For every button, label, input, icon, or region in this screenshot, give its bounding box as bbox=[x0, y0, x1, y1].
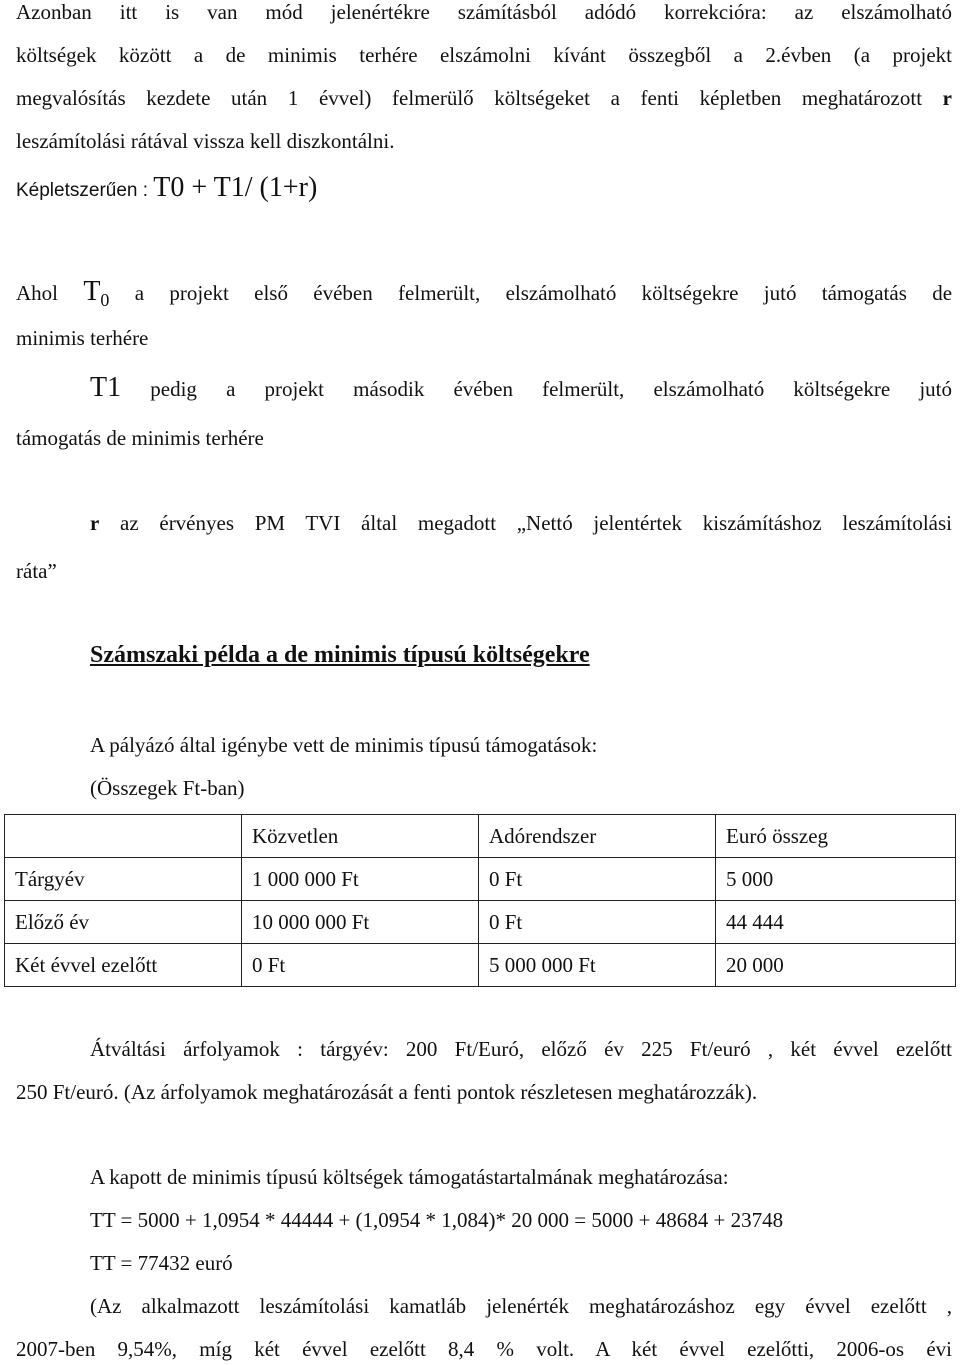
table-cell: Előző év bbox=[5, 901, 242, 944]
support-table bbox=[4, 814, 956, 987]
formula-label: Képletszerűen : bbox=[16, 180, 149, 201]
table-header-cell: Közvetlen bbox=[242, 815, 479, 858]
table-header-cell: Euró összeg bbox=[716, 815, 956, 858]
r-symbol: r bbox=[942, 86, 952, 110]
table-cell: 5 000 bbox=[716, 858, 956, 901]
calculation-note-1: (Az alkalmazott leszámítolási kamatláb jelenérték meghatározáshoz egy évvel ezelőtt , bbox=[90, 1294, 952, 1318]
ahol-label: Ahol bbox=[16, 281, 58, 305]
formula-line bbox=[16, 174, 317, 202]
table-intro: A pályázó által igénybe vett de minimis típusú támogatások: bbox=[90, 733, 598, 757]
table-unit: (Összegek Ft-ban) bbox=[90, 776, 245, 800]
definition-t1-cont: támogatás de minimis terhére bbox=[16, 426, 264, 450]
formula-expression: T0 + T1/ (1+r) bbox=[153, 172, 318, 203]
calculation-note-2: 2007-ben 9,54%, míg két évvel ezelőtt 8,4 % volt. A két évvel ezelőtti, 2006-os évi bbox=[16, 1337, 952, 1361]
intro-line-3 bbox=[16, 88, 952, 109]
rates-line-1: Átváltási árfolyamok : tárgyév: 200 Ft/Euró, előző év 225 Ft/euró , két évvel ezelőtt bbox=[90, 1037, 952, 1061]
definition-t0 bbox=[16, 276, 953, 310]
table-cell: 0 Ft bbox=[479, 858, 716, 901]
calculation-eq-1: TT = 5000 + 1,0954 * 44444 + (1,0954 * 1,084)* 20 000 = 5000 + 48684 + 23748 bbox=[90, 1208, 784, 1232]
rates-line-2: 250 Ft/euró. (Az árfolyamok meghatározását a fenti pontok részletesen meghatározzák). bbox=[16, 1080, 758, 1104]
t1-description: pedig a projekt második évében felmerült, elszámolható költségekre jutó bbox=[150, 377, 953, 401]
t1-symbol: T1 bbox=[90, 372, 122, 403]
table-row bbox=[5, 858, 956, 901]
intro-line-4: leszámítolási rátával vissza kell diszkontálni. bbox=[16, 129, 395, 153]
definition-r-cont: ráta” bbox=[16, 559, 57, 583]
section-heading: Számszaki példa a de minimis típusú költségekre bbox=[90, 642, 590, 668]
table-cell: 5 000 000 Ft bbox=[479, 944, 716, 987]
table-cell: 20 000 bbox=[716, 944, 956, 987]
calculation-eq-2: TT = 77432 euró bbox=[90, 1251, 233, 1275]
table-header-row bbox=[5, 815, 956, 858]
t0-symbol: $T_0$ bbox=[83, 276, 110, 310]
t0-description: a projekt első évében felmerült, elszámolható költségekre jutó támogatás de bbox=[134, 281, 953, 305]
table-cell: Két évvel ezelőtt bbox=[5, 944, 242, 987]
table-header-cell bbox=[5, 815, 242, 858]
table-cell: 1 000 000 Ft bbox=[242, 858, 479, 901]
intro-line-2: költségek között a de minimis terhére elszámolni kívánt összegből a 2.évben (a projekt bbox=[16, 43, 952, 67]
definition-r bbox=[90, 513, 952, 534]
table-header-cell: Adórendszer bbox=[479, 815, 716, 858]
definition-t1 bbox=[90, 374, 952, 402]
calculation-title: A kapott de minimis típusú költségek támogatástartalmának meghatározása: bbox=[90, 1165, 729, 1189]
table-row bbox=[5, 901, 956, 944]
table-cell: 0 Ft bbox=[242, 944, 479, 987]
table-row bbox=[5, 944, 956, 987]
table-cell: 10 000 000 Ft bbox=[242, 901, 479, 944]
definition-t0-cont: minimis terhére bbox=[16, 326, 149, 350]
table-cell: 0 Ft bbox=[479, 901, 716, 944]
intro-line-1: Azonban itt is van mód jelenértékre számításból adódó korrekcióra: az elszámolható bbox=[16, 0, 952, 24]
table-cell: Tárgyév bbox=[5, 858, 242, 901]
table-cell: 44 444 bbox=[716, 901, 956, 944]
r-symbol-def: r bbox=[90, 511, 100, 535]
intro-line-3-text: megvalósítás kezdete után 1 évvel) felmerülő költségeket a fenti képletben meghatározott bbox=[16, 86, 923, 110]
r-description: az érvényes PM TVI által megadott „Nettó jelentértek kiszámításhoz leszámítolási bbox=[120, 511, 952, 535]
